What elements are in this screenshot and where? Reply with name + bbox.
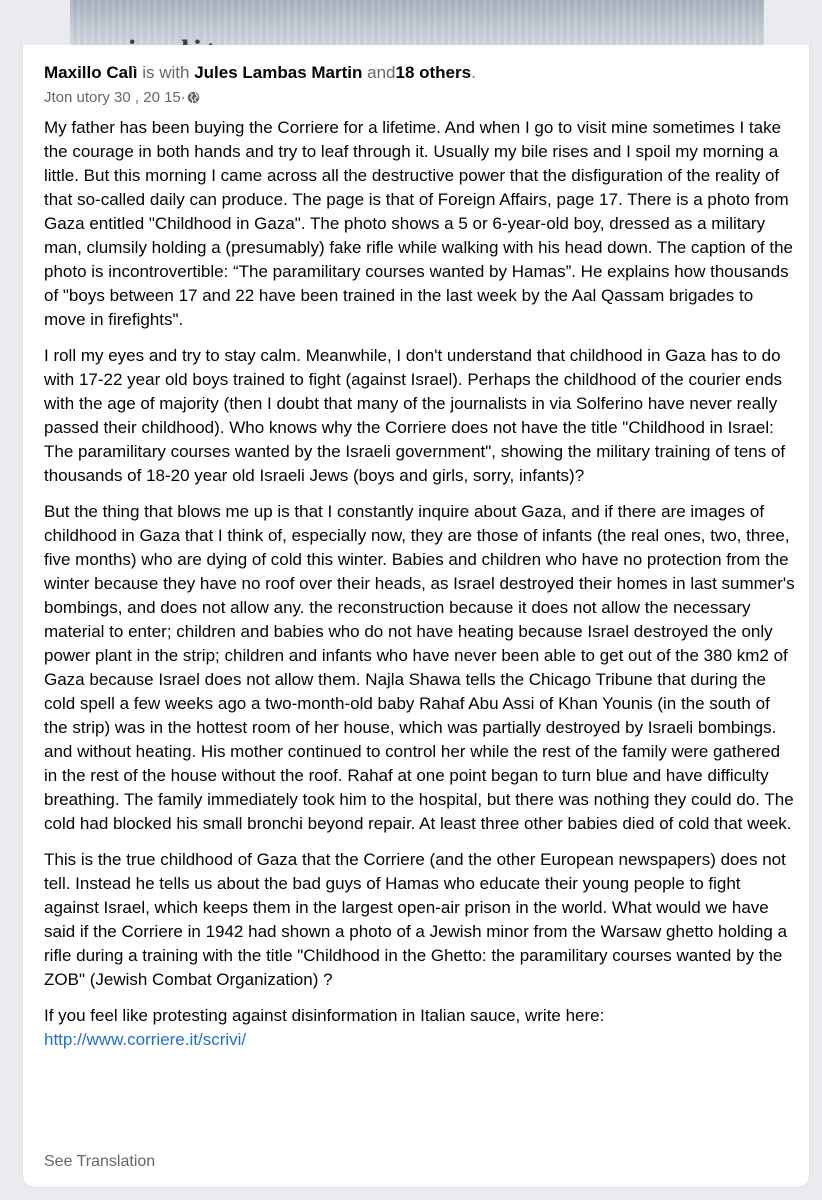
header-period: . [471,63,476,82]
corriere-link[interactable]: http://www.corriere.it/scrivi/ [44,1030,247,1049]
post-meta [44,89,200,106]
see-translation-button[interactable]: See Translation [44,1153,156,1170]
closing-text: If you feel like protesting against disinformation in Italian sauce, write here: [44,1006,605,1025]
and-text: and [362,63,396,82]
post-body [44,116,796,1052]
post-paragraph: This is the true childhood of Gaza that the Corriere (and the other European newspapers) does not tell. Instead he tells us about the bad guys of Hamas who educate their young people to fight against Israel, which keeps them in the largest open-air prison in the world. What would we have said if the Corriere in 1942 had shown a photo of a Jewish minor from the Warsaw ghetto holding a rifle during a training with the title "Childhood in the Ghetto: the paramilitary courses wanted by the ZOB" (Jewish Combat Organization) ? [44,850,788,989]
post-header [44,63,476,83]
author-name-link[interactable]: Maxillo Calì [44,63,138,82]
post-paragraph: I roll my eyes and try to stay calm. Meanwhile, I don't understand that childhood in Gaza has to do with 17-22 year old boys trained to fight (against Israel). Perhaps the childhood of the courier ends with the age of majority (then I doubt that many of the journalists in via Solferino have never really passed their childhood). Who knows why the Corriere does not have the title "Childhood in Israel: The paramilitary courses wanted by the Israeli government", showing the military training of tens of thousands of 18-20 year old Israeli Jews (boys and girls, sorry, infants)? [44,346,786,485]
tagged-person-link[interactable]: Jules Lambas Martin [194,63,363,82]
post-paragraph: My father has been buying the Corriere for a lifetime. And when I go to visit mine sometimes I take the courage in both hands and try to leaf through it. Usually my bile rises and I spoil my morning a little. But this morning I came across all the destructive power that the disfiguration of the reality of that so-called daily can produce. The page is that of Foreign Affairs, page 17. There is a photo from Gaza entitled "Childhood in Gaza". The photo shows a 5 or 6-year-old boy, dressed as a military man, clumsily holding a (presumably) fake rifle while walking with his head down. The caption of the photo is incontrovertible: “The paramilitary courses wanted by Hamas”. He explains how thousands of "boys between 17 and 22 have been trained in the last week by the Aal Qassam brigades to move in firefights". [44,118,794,329]
others-link[interactable]: 18 others [395,63,472,82]
globe-icon[interactable] [187,91,200,104]
is-with-text: is with [137,63,195,82]
post-closing-paragraph [44,1004,796,1052]
post-card [22,45,810,1188]
shared-photo-preview[interactable] [70,0,764,45]
post-timestamp-link[interactable]: Jton utory 30 , 20 15· [44,89,186,106]
post-paragraph: But the thing that blows me up is that I constantly inquire about Gaza, and if there are images of childhood in Gaza that I think of, especially now, they are those of infants (the real ones, two, three, five months) who are dying of cold this winter. Babies and children who have no protection from the winter because they have no roof over their heads, as Israel destroyed their homes in last summer's bombings, and does not allow any. the reconstruction because it does not allow the necessary material to enter; children and babies who do not have heating because Israel destroyed the only power plant in the strip; children and infants who have never been able to get out of the 380 km2 of Gaza because Israel does not allow them. Najla Shawa tells the Chicago Tribune that during the cold spell a few weeks ago a two-month-old baby Rahaf Abu Assi of Khan Younis (in the south of the strip) was in the hottest room of her house, which was partially destroyed by Israeli bombings. and without heating. His mother continued to control her while the rest of the family were gathered in the rest of the house without the roof. Rahaf at one point began to turn blue and have difficulty breathing. The family immediately took him to the hospital, but there was nothing they could do. The cold had blocked his small bronchi beyond repair. At least three other babies died of cold that week. [44,502,795,833]
